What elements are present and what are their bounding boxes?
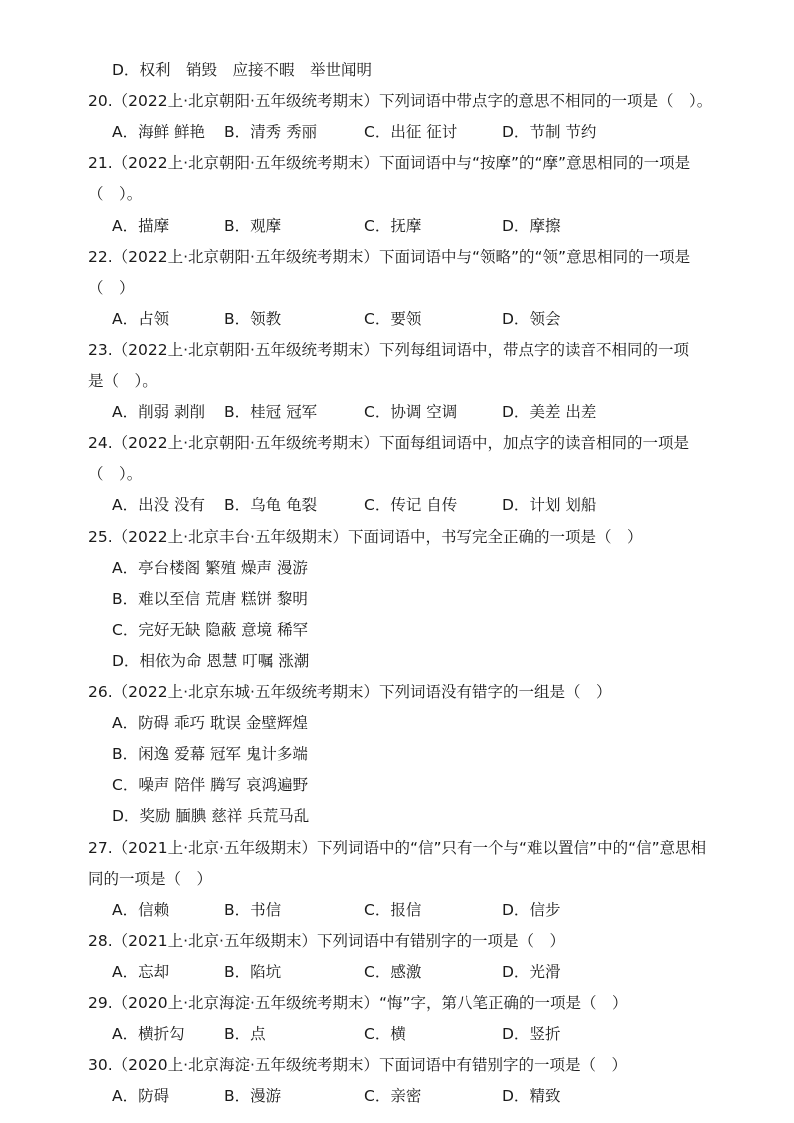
option-label: B． bbox=[112, 589, 139, 608]
answer-option[interactable] bbox=[224, 494, 317, 516]
answer-option[interactable] bbox=[224, 308, 281, 330]
option-label: B． bbox=[224, 496, 251, 515]
question-stem-text: 同的一项是（ ） bbox=[88, 869, 213, 888]
option-text: 协调 空调 bbox=[390, 403, 458, 422]
option-text: 观摩 bbox=[250, 216, 282, 235]
answer-option[interactable] bbox=[112, 1085, 169, 1107]
option-label: D． bbox=[112, 61, 140, 79]
question-stem-text: （ ） bbox=[88, 278, 135, 297]
option-label: B． bbox=[224, 1087, 251, 1106]
option-label: C． bbox=[112, 620, 139, 639]
option-label: C． bbox=[364, 216, 391, 235]
answer-option[interactable] bbox=[364, 215, 421, 237]
answer-option[interactable] bbox=[112, 588, 308, 610]
option-label: D． bbox=[112, 651, 140, 670]
answer-option[interactable] bbox=[364, 121, 457, 143]
answer-option[interactable] bbox=[364, 308, 421, 330]
option-label: A． bbox=[112, 714, 139, 733]
answer-option[interactable] bbox=[364, 1023, 406, 1045]
option-label: A． bbox=[112, 216, 139, 235]
answer-option[interactable] bbox=[224, 215, 281, 237]
option-text: 清秀 秀丽 bbox=[250, 123, 318, 142]
question-stem-text: 20.（2022上·北京朝阳·五年级统考期末）下列词语中带点字的意思不相同的一项是（ ）。 bbox=[88, 92, 713, 111]
option-label: A． bbox=[112, 962, 139, 981]
answer-option[interactable] bbox=[112, 961, 169, 983]
question-stem-text: （ ）。 bbox=[88, 465, 143, 484]
question-stem-text: 26.（2022上·北京东城·五年级统考期末）下列词语没有错字的一组是（ ） bbox=[88, 683, 612, 701]
option-label: B． bbox=[224, 216, 251, 235]
answer-option[interactable] bbox=[224, 1085, 281, 1107]
answer-option[interactable] bbox=[112, 308, 169, 330]
option-text: 光滑 bbox=[529, 962, 561, 981]
option-text: 占领 bbox=[138, 309, 170, 328]
option-text: 亲密 bbox=[390, 1087, 422, 1106]
answer-option[interactable] bbox=[502, 961, 560, 983]
option-label: C． bbox=[364, 1087, 391, 1106]
answer-option[interactable] bbox=[112, 401, 205, 423]
option-text: 信赖 bbox=[138, 900, 170, 919]
answer-option[interactable] bbox=[364, 961, 421, 983]
option-text: 要领 bbox=[390, 309, 422, 328]
option-label: D． bbox=[502, 309, 530, 328]
answer-option[interactable] bbox=[224, 401, 317, 423]
option-text: 闲逸 爱幕 冠军 鬼计多端 bbox=[138, 745, 308, 764]
option-label: C． bbox=[364, 1025, 391, 1044]
option-label: A． bbox=[112, 403, 139, 422]
option-label: A． bbox=[112, 496, 139, 515]
option-text: 权利 销毁 应接不暇 举世闻明 bbox=[139, 61, 372, 79]
option-text: 削弱 剥削 bbox=[138, 403, 206, 422]
option-text: 桂冠 冠军 bbox=[250, 403, 318, 422]
option-text: 漫游 bbox=[250, 1087, 282, 1106]
answer-option[interactable] bbox=[364, 494, 457, 516]
question-stem-text: 23.（2022上·北京朝阳·五年级统考期末）下列每组词语中，带点字的读音不相同的一项 bbox=[88, 340, 689, 359]
option-label: D． bbox=[502, 123, 530, 142]
option-text: 节制 节约 bbox=[529, 123, 597, 142]
option-text: 陷坑 bbox=[250, 962, 282, 981]
option-label: C． bbox=[364, 496, 391, 515]
option-label: C． bbox=[364, 900, 391, 919]
option-text: 乌龟 龟裂 bbox=[250, 496, 318, 515]
answer-option[interactable] bbox=[112, 805, 309, 827]
option-text: 抚摩 bbox=[390, 216, 422, 235]
option-text: 书信 bbox=[250, 900, 282, 919]
question-stem-text: 30.（2020上·北京海淀·五年级统考期末）下面词语中有错别字的一项是（ ） bbox=[88, 1056, 627, 1075]
answer-option[interactable] bbox=[502, 1085, 560, 1107]
question-stem-text: 24.（2022上·北京朝阳·五年级统考期末）下面每组词语中，加点字的读音相同的一项是 bbox=[88, 434, 689, 453]
option-label: B． bbox=[224, 900, 251, 919]
option-label: A． bbox=[112, 558, 139, 577]
option-text: 亭台楼阁 繁殖 燥声 漫游 bbox=[138, 558, 308, 577]
option-label: D． bbox=[112, 807, 140, 826]
option-label: A． bbox=[112, 309, 139, 328]
question-stem-text: 22.（2022上·北京朝阳·五年级统考期末）下面词语中与“领略”的“领”意思相同的一项是 bbox=[88, 247, 691, 266]
question-stem-text: 29.（2020上·北京海淀·五年级统考期末）“悔”字，第八笔正确的一项是（ ） bbox=[88, 994, 628, 1012]
option-label: C． bbox=[364, 309, 391, 328]
option-label: D． bbox=[502, 403, 530, 422]
option-text: 噪声 陪伴 腾写 哀鸿遍野 bbox=[138, 776, 309, 795]
option-text: 传记 自传 bbox=[390, 496, 458, 515]
option-text: 海鲜 鲜艳 bbox=[138, 123, 206, 142]
answer-option[interactable] bbox=[112, 121, 205, 143]
option-label: D． bbox=[502, 900, 530, 919]
option-text: 出征 征讨 bbox=[390, 123, 458, 142]
answer-option[interactable] bbox=[112, 59, 372, 81]
option-text: 难以至信 荒唐 糕饼 黎明 bbox=[138, 589, 308, 608]
question-stem-text: 是（ ）。 bbox=[88, 372, 158, 390]
option-text: 感激 bbox=[390, 962, 422, 981]
option-label: D． bbox=[502, 1025, 530, 1044]
answer-option[interactable] bbox=[112, 743, 308, 765]
answer-option[interactable] bbox=[112, 619, 308, 641]
option-text: 报信 bbox=[390, 900, 422, 919]
option-label: B． bbox=[224, 309, 251, 328]
option-text: 描摩 bbox=[138, 216, 170, 235]
answer-option[interactable] bbox=[364, 401, 457, 423]
answer-option[interactable] bbox=[112, 1023, 185, 1045]
option-label: A． bbox=[112, 1087, 139, 1106]
answer-option[interactable] bbox=[224, 121, 317, 143]
option-text: 领会 bbox=[529, 309, 561, 328]
option-text: 信步 bbox=[529, 900, 561, 919]
answer-option[interactable] bbox=[224, 1023, 266, 1045]
option-text: 计划 划船 bbox=[529, 496, 597, 515]
answer-option[interactable] bbox=[112, 650, 309, 672]
option-label: A． bbox=[112, 900, 139, 919]
answer-option[interactable] bbox=[112, 712, 308, 734]
option-label: D． bbox=[502, 962, 530, 981]
question-stem-text: 28.（2021上·北京·五年级期末）下列词语中有错别字的一项是（ ） bbox=[88, 931, 565, 950]
option-text: 相依为命 恩慧 叮嘱 涨潮 bbox=[139, 651, 310, 670]
answer-option[interactable] bbox=[112, 899, 169, 921]
answer-option[interactable] bbox=[502, 494, 596, 516]
option-label: C． bbox=[364, 962, 391, 981]
option-label: D． bbox=[502, 216, 530, 235]
answer-option[interactable] bbox=[502, 215, 560, 237]
question-stem-text: 25.（2022上·北京丰台·五年级期末）下面词语中，书写完全正确的一项是（ ） bbox=[88, 527, 643, 546]
option-text: 领教 bbox=[250, 309, 282, 328]
answer-option[interactable] bbox=[364, 1085, 421, 1107]
answer-option[interactable] bbox=[502, 899, 560, 921]
answer-option[interactable] bbox=[224, 899, 281, 921]
option-label: A． bbox=[112, 1025, 139, 1044]
option-text: 完好无缺 隐蔽 意境 稀罕 bbox=[138, 620, 309, 639]
option-text: 忘却 bbox=[138, 962, 170, 981]
answer-option[interactable] bbox=[112, 215, 169, 237]
option-label: D． bbox=[502, 496, 530, 515]
answer-option[interactable] bbox=[112, 774, 308, 796]
answer-option[interactable] bbox=[112, 494, 205, 516]
option-text: 点 bbox=[250, 1025, 266, 1044]
option-text: 美差 出差 bbox=[529, 403, 597, 422]
option-label: C． bbox=[364, 403, 391, 422]
option-label: B． bbox=[224, 403, 251, 422]
option-label: B． bbox=[224, 962, 251, 981]
question-stem-text: （ ）。 bbox=[88, 185, 143, 204]
answer-option[interactable] bbox=[502, 308, 560, 330]
option-text: 奖励 腼腆 慈祥 兵荒马乱 bbox=[139, 807, 310, 826]
answer-option[interactable] bbox=[502, 1023, 560, 1045]
answer-option[interactable] bbox=[502, 401, 596, 423]
option-text: 精致 bbox=[529, 1087, 561, 1106]
answer-option[interactable] bbox=[224, 961, 281, 983]
option-label: D． bbox=[502, 1087, 530, 1106]
option-text: 竖折 bbox=[529, 1025, 561, 1044]
option-label: C． bbox=[112, 776, 139, 795]
option-label: A． bbox=[112, 123, 139, 142]
option-text: 防碍 bbox=[138, 1087, 170, 1106]
option-text: 横 bbox=[390, 1025, 406, 1044]
answer-option[interactable] bbox=[112, 557, 308, 579]
answer-option[interactable] bbox=[502, 121, 596, 143]
option-label: C． bbox=[364, 123, 391, 142]
answer-option[interactable] bbox=[364, 899, 421, 921]
option-text: 出没 没有 bbox=[138, 496, 206, 515]
option-label: B． bbox=[224, 1025, 251, 1044]
option-label: B． bbox=[112, 745, 139, 764]
question-stem-text: 27.（2021上·北京·五年级期末）下列词语中的“信”只有一个与“难以置信”中的“信”意思相 bbox=[88, 838, 707, 857]
question-stem-text: 21.（2022上·北京朝阳·五年级统考期末）下面词语中与“按摩”的“摩”意思相同的一项是 bbox=[88, 154, 691, 173]
option-text: 防碍 乖巧 耽误 金壁辉煌 bbox=[138, 714, 308, 733]
option-label: B． bbox=[224, 123, 251, 142]
option-text: 摩擦 bbox=[529, 216, 561, 235]
option-text: 横折勾 bbox=[138, 1025, 185, 1044]
